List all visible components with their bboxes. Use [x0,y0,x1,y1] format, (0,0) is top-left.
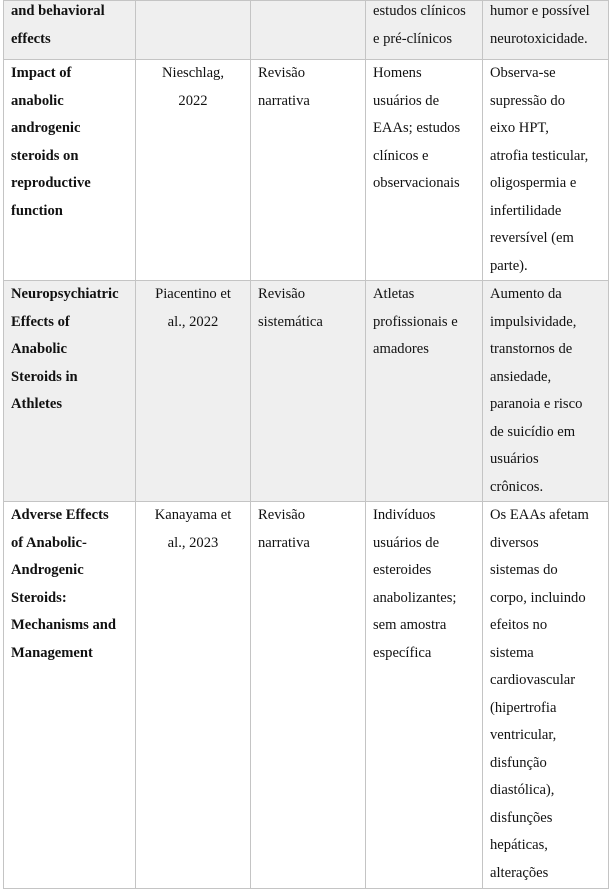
study-author-cell [136,502,251,889]
study-findings: humor e possível neurotoxicidade. [490,3,590,47]
study-type: Revisão narrativa [258,507,310,551]
study-sample: estudos clínicos e pré-clínicos [373,3,466,47]
table-row [4,281,609,502]
table-row [4,502,609,889]
study-author-cell [136,60,251,281]
study-type: Revisão narrativa [258,65,310,109]
study-title-cell [4,1,136,60]
studies-table [3,0,609,889]
study-sample-cell [366,1,483,60]
study-sample: Atletas profissionais e amadores [373,286,458,357]
study-title-cell [4,60,136,281]
study-author: Kanayama et al., 2023 [154,507,232,551]
study-findings: Os EAAs afetam diversos sistemas do corpo, incluindo efeitos no sistema cardiovascular (hipertrofia ventricular, disfunção diastólica), disfunções hepáticas, alterações [490,507,589,881]
study-title-cell [4,281,136,502]
study-findings-cell [483,1,609,60]
study-author-cell [136,281,251,502]
study-sample: Indivíduos usuários de esteroides anabolizantes; sem amostra específica [373,507,457,661]
study-author: Piacentino et al., 2022 [155,286,231,330]
study-sample: Homens usuários de EAAs; estudos clínicos e observacionais [373,65,461,191]
study-title: and behavioral effects [11,3,105,47]
study-findings-cell [483,60,609,281]
study-findings: Observa-se supressão do eixo HPT, atrofia testicular, oligospermia e infertilidade reversível (em parte). [490,65,589,274]
study-findings: Aumento da impulsividade, transtornos de ansiedade, paranoia e risco de suicídio em usuários crônicos. [490,286,583,495]
study-findings-cell [483,502,609,889]
study-findings-cell [483,281,609,502]
study-title: Adverse Effects of Anabolic- Androgenic Steroids: Mechanisms and Management [11,507,117,661]
study-sample-cell [366,281,483,502]
study-author-cell [136,1,251,60]
study-type-cell [251,281,366,502]
study-title: Neuropsychiatric Effects of Anabolic Steroids in Athletes [11,286,119,412]
table-row [4,60,609,281]
study-type-cell [251,60,366,281]
study-author: Nieschlag, 2022 [161,65,224,109]
study-title: Impact of anabolic androgenic steroids on reproductive function [11,65,91,219]
table-row [4,1,609,60]
study-title-cell [4,502,136,889]
study-type: Revisão sistemática [258,286,323,330]
study-sample-cell [366,60,483,281]
study-type-cell [251,1,366,60]
study-sample-cell [366,502,483,889]
study-type-cell [251,502,366,889]
